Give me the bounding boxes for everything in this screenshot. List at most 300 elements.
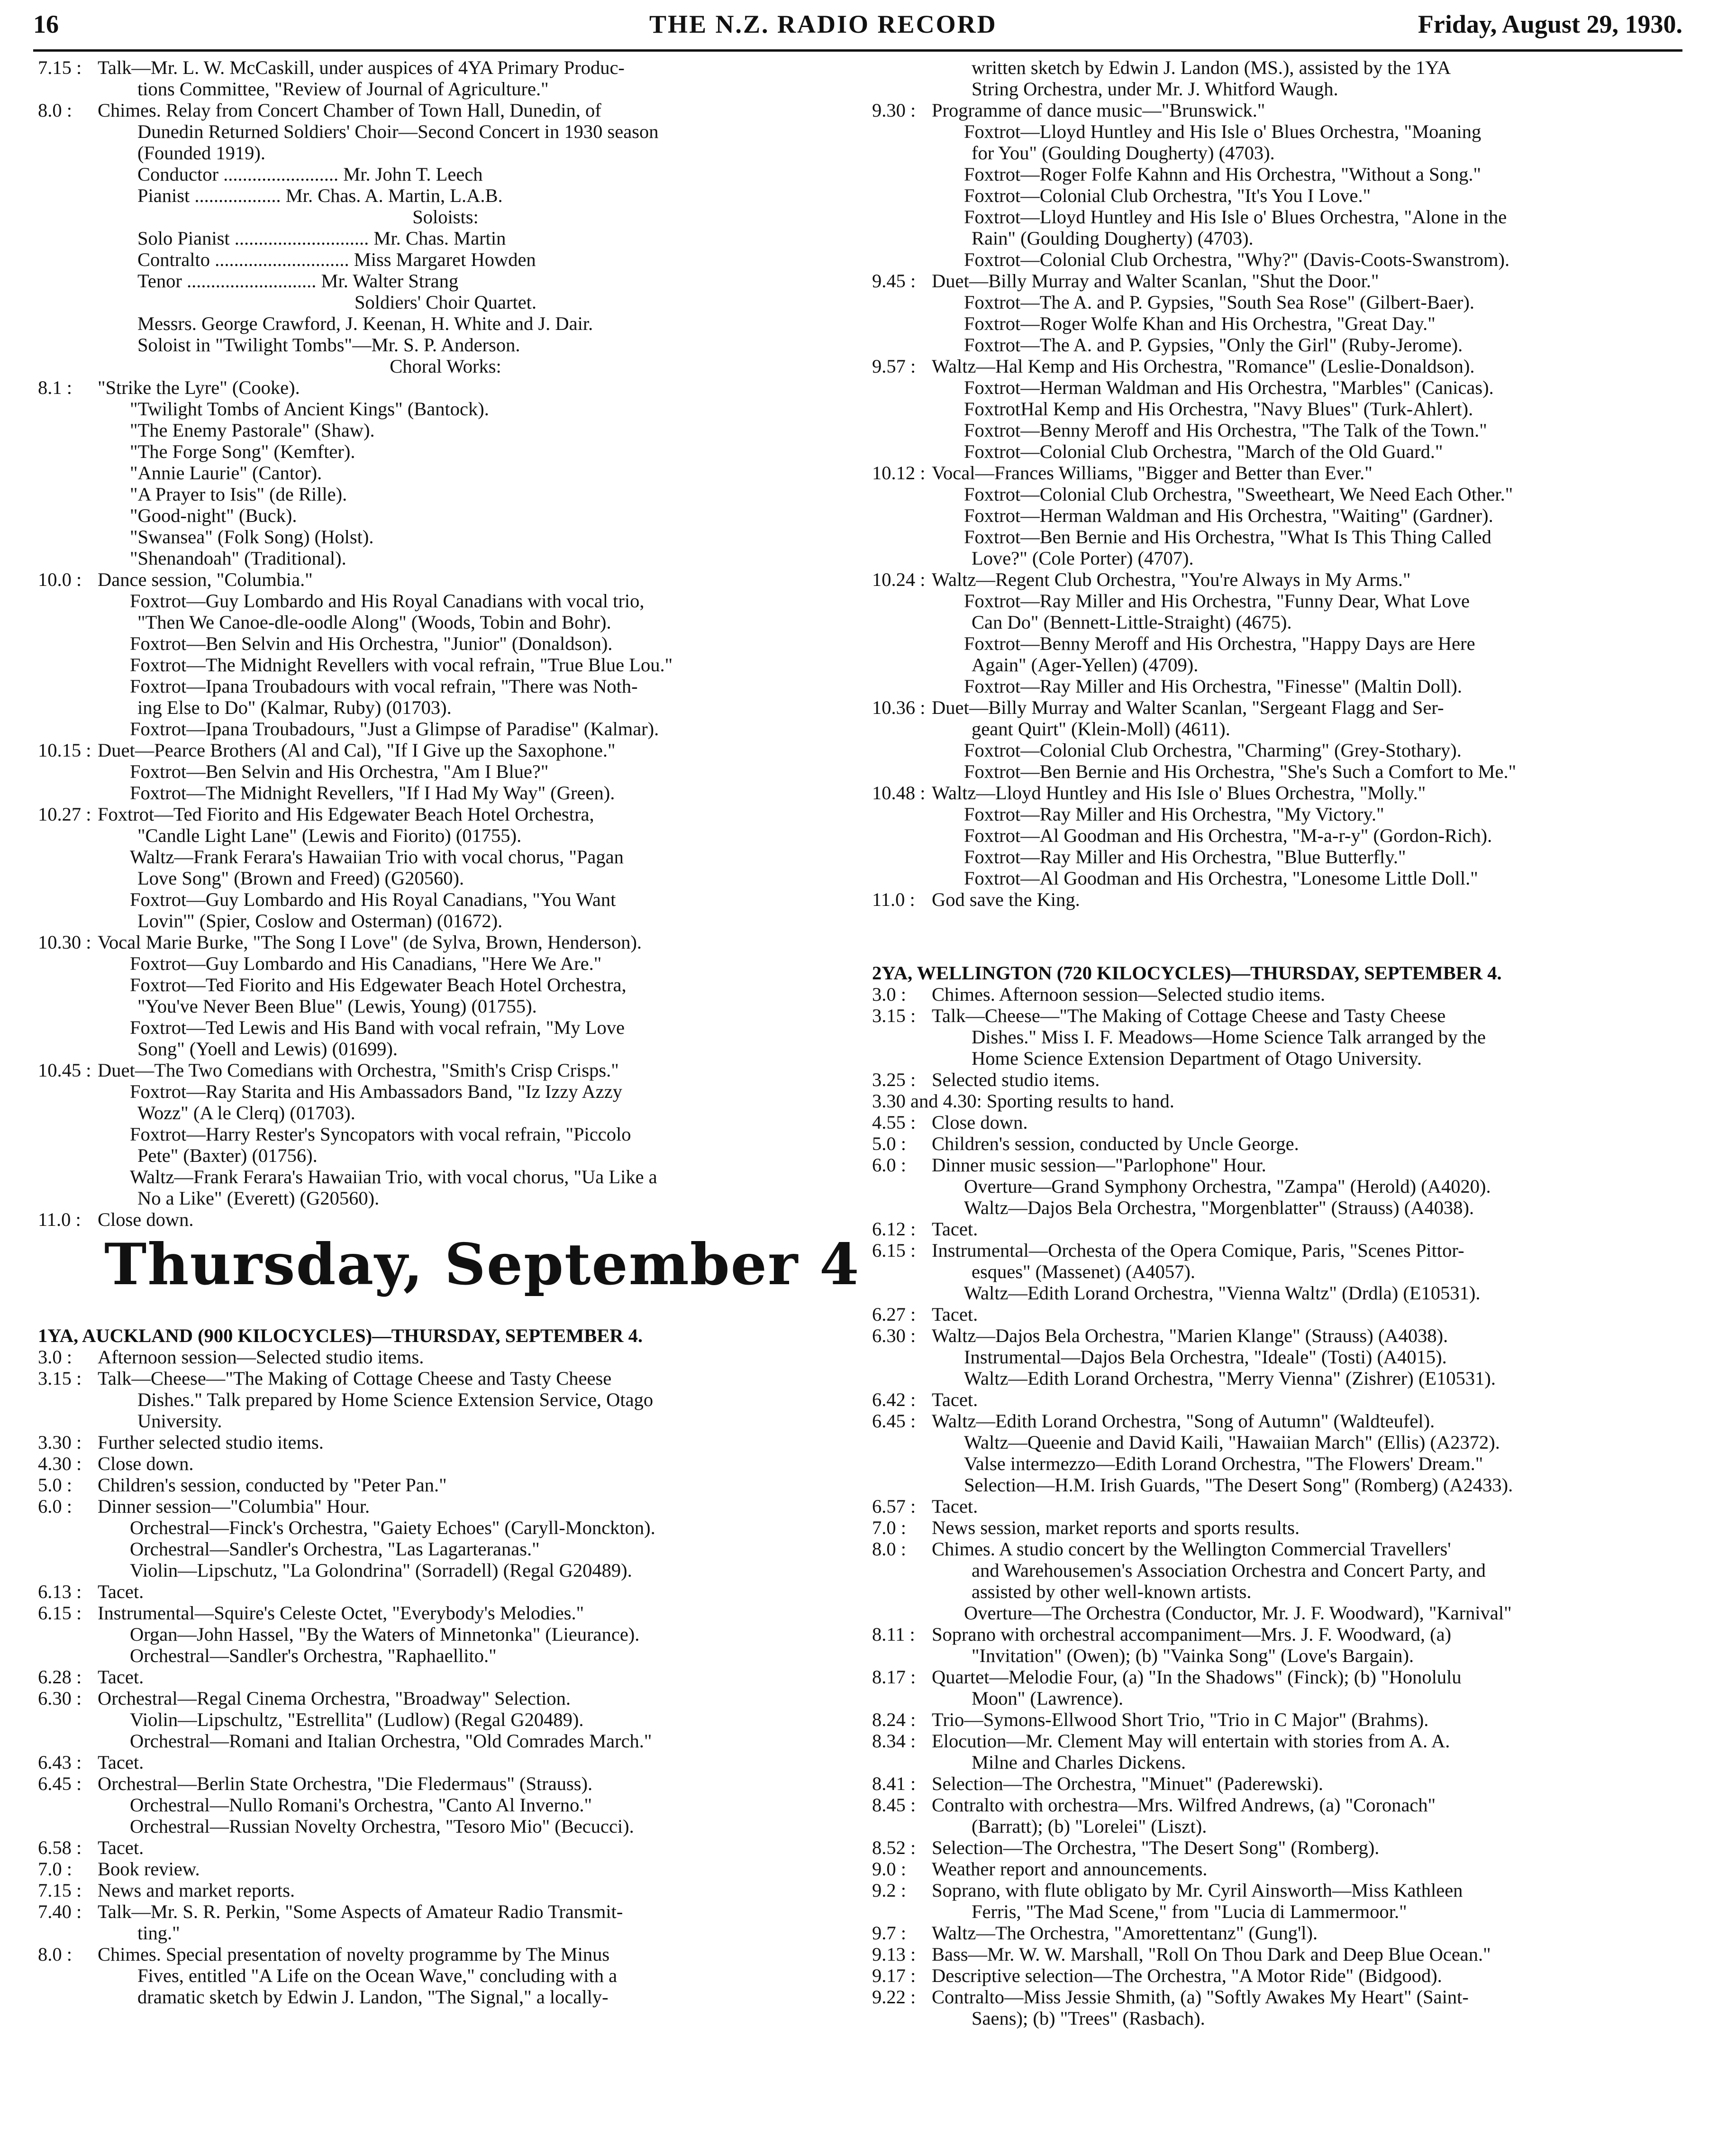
program-line [872,1645,1687,1666]
program-line [38,1081,853,1102]
program-line [38,974,853,995]
program-line [872,868,1687,889]
program-text: Foxtrot—Guy Lombardo and His Royal Canadians, "You Want [130,889,616,910]
program-line [872,1069,1687,1090]
program-text: Conductor ........................ Mr. John T. Leech [137,164,483,185]
program-line [872,1474,1687,1496]
program-line [38,569,853,590]
program-text: Tenor ........................... Mr. Walter Strang [137,270,459,292]
program-text: News and market reports. [98,1880,295,1901]
program-text: Talk—Cheese—"The Making of Cottage Cheese and Tasty Cheese [98,1368,612,1389]
program-line [38,1123,853,1145]
program-time: 10.15 : [38,740,91,761]
program-text: and Warehousemen's Association Orchestra and Concert Party, and [972,1560,1486,1581]
day-heading-text: Thursday, September 4 [104,1231,860,1298]
program-text: Waltz—Edith Lorand Orchestra, "Vienna Waltz" (Drdla) (E10531). [964,1282,1481,1304]
program-time: 8.17 : [872,1666,916,1688]
program-text: Foxtrot—Ben Bernie and His Orchestra, "She's Such a Comfort to Me." [964,761,1517,782]
program-text: Orchestral—Regal Cinema Orchestra, "Broadway" Selection. [98,1688,571,1709]
program-line [38,889,853,910]
program-text: Foxtrot—Benny Meroff and His Orchestra, "Happy Days are Here [964,633,1475,654]
program-time: 8.0 : [38,100,73,121]
program-text: Solo Pianist ............................ Mr. Chas. Martin [137,228,506,249]
program-text: Pianist .................. Mr. Chas. A. Martin, L.A.B. [137,185,503,206]
program-line [38,932,853,953]
program-line [38,953,853,974]
program-time: 10.36 : [872,697,926,718]
program-line [38,612,853,633]
program-line [872,292,1687,313]
program-time: 7.40 : [38,1901,82,1922]
program-text: Soloists: [412,206,479,228]
program-text: Foxtrot—Herman Waldman and His Orchestra, "Marbles" (Canicas). [964,377,1494,398]
program-time: 3.0 : [38,1346,73,1368]
program-text: Organ—John Hassel, "By the Waters of Minnetonka" (Lieurance). [130,1624,640,1645]
station-heading-text: 1YA, AUCKLAND (900 KILOCYCLES)—THURSDAY, SEPTEMBER 4. [38,1325,643,1346]
program-text: Afternoon session—Selected studio items. [98,1346,424,1368]
program-text: "Swansea" (Folk Song) (Holst). [130,526,374,548]
program-line [872,1624,1687,1645]
program-text: Waltz—Lloyd Huntley and His Isle o' Blues Orchestra, "Molly." [932,782,1426,804]
program-time: 8.11 : [872,1624,915,1645]
program-text: FoxtrotHal Kemp and His Orchestra, "Navy Blues" (Turk-Ahlert). [964,398,1473,420]
program-line [38,292,853,313]
program-text: Soprano, with flute obligato by Mr. Cyril Ainsworth—Miss Kathleen [932,1880,1463,1901]
program-line [38,1389,853,1410]
program-text: Messrs. George Crawford, J. Keenan, H. White and J. Dair. [137,313,593,334]
program-line [38,654,853,676]
program-time: 6.30 : [38,1688,82,1709]
program-line [38,334,853,356]
program-line [872,1837,1687,1858]
program-time: 10.45 : [38,1059,91,1081]
program-text: "Good-night" (Buck). [130,505,297,526]
issue-date: Friday, August 29, 1930. [1418,10,1682,38]
program-text: "Candle Light Lane" (Lewis and Fiorito) (01755). [137,825,522,846]
program-text: Trio—Symons-Ellwood Short Trio, "Trio in C Major" (Brahms). [932,1709,1429,1730]
program-text: Children's session, conducted by Uncle George. [932,1133,1299,1154]
program-text: Tacet. [98,1581,144,1602]
program-line [872,356,1687,377]
program-line [872,1752,1687,1773]
program-text: Ferris, "The Mad Scene," from "Lucia di Lammermoor." [972,1901,1407,1922]
program-time: 7.0 : [872,1517,907,1538]
program-text: Tacet. [98,1752,144,1773]
program-time: 8.0 : [38,1944,73,1965]
program-text: Tacet. [932,1304,978,1325]
program-text: Foxtrot—Colonial Club Orchestra, "March of the Old Guard." [964,441,1443,462]
program-line [872,1816,1687,1837]
program-text: Soprano with orchestral accompaniment—Mrs. J. F. Woodward, (a) [932,1624,1452,1645]
program-line [38,1730,853,1752]
program-text: God save the King. [932,889,1080,910]
program-text: Children's session, conducted by "Peter Pan." [98,1474,447,1496]
program-line [872,1133,1687,1154]
program-time: 6.13 : [38,1581,82,1602]
program-line [38,1965,853,1986]
program-line [872,1858,1687,1880]
program-text: Waltz—Frank Ferara's Hawaiian Trio with vocal chorus, "Pagan [130,846,624,868]
program-text: Selection—The Orchestra, "Minuet" (Paderewski). [932,1773,1323,1794]
program-text: Waltz—Edith Lorand Orchestra, "Song of Autumn" (Waldteufel). [932,1410,1435,1432]
program-line [872,1688,1687,1709]
program-line [38,377,853,398]
program-text: Dinner session—"Columbia" Hour. [98,1496,370,1517]
program-line [38,676,853,697]
program-text: Orchestral—Finck's Orchestra, "Gaiety Echoes" (Caryll-Monckton). [130,1517,655,1538]
program-text: Tacet. [932,1218,978,1240]
program-text: Song" (Yoell and Lewis) (01699). [137,1038,398,1059]
program-line [872,676,1687,697]
program-text: Soldiers' Choir Quartet. [354,292,537,313]
program-time: 6.30 : [872,1325,916,1346]
program-text: Tacet. [98,1837,144,1858]
program-text: geant Quirt" (Klein-Moll) (4611). [972,718,1230,740]
program-text: (Founded 1919). [137,142,265,164]
program-line [872,654,1687,676]
program-text: Overture—The Orchestra (Conductor, Mr. J. F. Woodward), "Karnival" [964,1602,1512,1624]
program-text: Pete" (Baxter) (01756). [137,1145,318,1166]
program-line [38,270,853,292]
program-text: "A Prayer to Isis" (de Rille). [130,484,347,505]
program-line [38,1986,853,2008]
publication-title: THE N.Z. RADIO RECORD [649,10,997,38]
program-line [38,1496,853,1517]
program-text: Talk—Cheese—"The Making of Cottage Cheese and Tasty Cheese [932,1005,1446,1026]
program-line [872,590,1687,612]
program-text: Chimes. Relay from Concert Chamber of Town Hall, Dunedin, of [98,100,601,121]
program-text: Foxtrot—Ray Miller and His Orchestra, "Blue Butterfly." [964,846,1406,868]
program-line [872,206,1687,228]
program-text: Waltz—Frank Ferara's Hawaiian Trio, with vocal chorus, "Ua Like a [130,1166,657,1187]
program-text: ing Else to Do" (Kalmar, Ruby) (01703). [137,697,452,718]
program-line [38,1368,853,1389]
program-line [38,356,853,377]
program-line [872,1432,1687,1453]
program-line [38,1922,853,1944]
program-line [38,462,853,484]
program-text: tions Committee, "Review of Journal of Agriculture." [137,78,549,100]
program-text: Programme of dance music—"Brunswick." [932,100,1265,121]
program-line [872,1304,1687,1325]
program-text: Duet—Billy Murray and Walter Scanlan, "Sergeant Flagg and Ser- [932,697,1444,718]
program-line [872,484,1687,505]
program-line [872,526,1687,548]
program-text: Chimes. A studio concert by the Wellington Commercial Travellers' [932,1538,1451,1560]
program-line [38,590,853,612]
program-text: assisted by other well-known artists. [972,1581,1252,1602]
program-text: String Orchestra, under Mr. J. Whitford Waugh. [972,78,1338,100]
program-text: Dishes." Talk prepared by Home Science Extension Service, Otago [137,1389,654,1410]
program-time: 6.45 : [872,1410,916,1432]
program-text: Foxtrot—Ray Miller and His Orchestra, "Funny Dear, What Love [964,590,1470,612]
program-line [38,1624,853,1645]
program-text: Foxtrot—Lloyd Huntley and His Isle o' Blues Orchestra, "Alone in the [964,206,1507,228]
program-text: Further selected studio items. [98,1432,324,1453]
program-text: Foxtrot—Benny Meroff and His Orchestra, "The Talk of the Town." [964,420,1487,441]
program-text: Instrumental—Squire's Celeste Octet, "Everybody's Melodies." [98,1602,584,1624]
program-line [872,1005,1687,1026]
left-column [38,57,860,2008]
program-text: Tacet. [98,1666,144,1688]
program-line [872,228,1687,249]
program-time: 9.17 : [872,1965,916,1986]
program-line [38,185,853,206]
program-text: Foxtrot—Ted Lewis and His Band with vocal refrain, "My Love [130,1017,625,1038]
program-line [38,1432,853,1453]
program-line [872,1410,1687,1432]
program-line [872,420,1687,441]
program-text: Waltz—Queenie and David Kaili, "Hawaiian March" (Ellis) (A2372). [964,1432,1500,1453]
program-line [872,1026,1687,1048]
program-text: for You" (Goulding Dougherty) (4703). [972,142,1275,164]
program-text: dramatic sketch by Edwin J. Landon, "The Signal," a locally- [137,1986,609,2008]
program-line [872,825,1687,846]
program-text: ting." [137,1922,180,1944]
program-text: Foxtrot—Ted Fiorito and His Edgewater Beach Hotel Orchestra, [98,804,594,825]
program-line [872,633,1687,654]
program-line [872,121,1687,142]
program-line [872,462,1687,484]
program-time: 6.43 : [38,1752,82,1773]
program-line [872,718,1687,740]
program-line [38,1209,853,1230]
station-heading [872,962,1687,984]
program-line [872,984,1687,1005]
program-text: Selected studio items. [932,1069,1100,1090]
program-line [872,1922,1687,1944]
program-text: Chimes. Afternoon session—Selected studio items. [932,984,1326,1005]
program-time: 9.22 : [872,1986,916,2008]
program-line [38,1166,853,1187]
program-line [872,1901,1687,1922]
program-text: Orchestral—Nullo Romani's Orchestra, "Canto Al Inverno." [130,1794,592,1816]
program-text: Foxtrot—Ray Starita and His Ambassadors Band, "Iz Izzy Azzy [130,1081,622,1102]
program-text: Duet—The Two Comedians with Orchestra, "Smith's Crisp Crisps." [98,1059,619,1081]
program-text: Selection—H.M. Irish Guards, "The Desert Song" (Romberg) (A2433). [964,1474,1513,1496]
program-text: Dance session, "Columbia." [98,569,313,590]
program-text: "Twilight Tombs of Ancient Kings" (Bantock). [130,398,489,420]
program-text: Foxtrot—Ben Bernie and His Orchestra, "What Is This Thing Called [964,526,1491,548]
program-text: Foxtrot—Guy Lombardo and His Royal Canadians with vocal trio, [130,590,645,612]
program-text: Bass—Mr. W. W. Marshall, "Roll On Thou Dark and Deep Blue Ocean." [932,1944,1491,1965]
program-text: Duet—Billy Murray and Walter Scanlan, "Shut the Door." [932,270,1379,292]
program-time: 6.15 : [872,1240,916,1261]
program-text: Contralto ............................ Miss Margaret Howden [137,249,536,270]
program-line [872,1368,1687,1389]
program-line [38,1017,853,1038]
program-line [872,1794,1687,1816]
program-time: 3.15 : [38,1368,82,1389]
program-text: Close down. [932,1112,1028,1133]
program-line [872,1218,1687,1240]
program-text: Violin—Lipschutz, "La Golondrina" (Sorradell) (Regal G20489). [130,1560,632,1581]
program-line [872,249,1687,270]
program-text: Lovin'" (Spier, Coslow and Osterman) (01672). [137,910,503,932]
program-line [872,377,1687,398]
program-time: 8.45 : [872,1794,916,1816]
program-time: 8.41 : [872,1773,916,1794]
program-line [38,1453,853,1474]
program-line [38,1816,853,1837]
program-time: 4.30 : [38,1453,82,1474]
program-time: 7.0 : [38,1858,73,1880]
program-time: 6.12 : [872,1218,916,1240]
program-time: 8.52 : [872,1837,916,1858]
program-line [872,1986,1687,2008]
program-line [38,633,853,654]
program-text: Foxtrot—Ted Fiorito and His Edgewater Beach Hotel Orchestra, [130,974,627,995]
program-text: Book review. [98,1858,200,1880]
program-time: 10.30 : [38,932,91,953]
program-line [872,334,1687,356]
program-text: "Annie Laurie" (Cantor). [130,462,322,484]
program-line [872,1773,1687,1794]
program-text: Overture—Grand Symphony Orchestra, "Zampa" (Herold) (A4020). [964,1176,1491,1197]
program-time: 6.27 : [872,1304,916,1325]
program-text: Love?" (Cole Porter) (4707). [972,548,1194,569]
program-line [872,505,1687,526]
program-text: Quartet—Melodie Four, (a) "In the Shadows" (Finck); (b) "Honolulu [932,1666,1462,1688]
program-line [38,164,853,185]
program-text: Orchestral—Sandler's Orchestra, "Raphaellito." [130,1645,497,1666]
program-text: Close down. [98,1209,194,1230]
program-text: Fives, entitled "A Life on the Ocean Wave," concluding with a [137,1965,618,1986]
program-line [872,1112,1687,1133]
program-time: 10.27 : [38,804,91,825]
program-text: Vocal—Frances Williams, "Bigger and Better than Ever." [932,462,1372,484]
program-line [38,761,853,782]
program-line [38,782,853,804]
program-time: 6.58 : [38,1837,82,1858]
program-line [872,2008,1687,2029]
program-text: Choral Works: [390,356,501,377]
program-line [872,1325,1687,1346]
program-time: 6.42 : [872,1389,916,1410]
program-line [38,1837,853,1858]
program-time: 3.0 : [872,984,907,1005]
program-time: 6.15 : [38,1602,82,1624]
program-line [38,1752,853,1773]
program-text: Foxtrot—Roger Wolfe Khan and His Orchestra, "Great Day." [964,313,1436,334]
program-text: Talk—Mr. L. W. McCaskill, under auspices of 4YA Primary Produc- [98,57,625,78]
program-time: 10.48 : [872,782,926,804]
program-text: Contralto with orchestra—Mrs. Wilfred Andrews, (a) "Coronach" [932,1794,1436,1816]
program-text: Foxtrot—The A. and P. Gypsies, "South Sea Rose" (Gilbert-Baer). [964,292,1474,313]
program-line [38,1145,853,1166]
program-time: 8.1 : [38,377,73,398]
program-line [38,740,853,761]
program-text: "You've Never Been Blue" (Lewis, Young) (01755). [137,995,537,1017]
program-line [872,78,1687,100]
program-text: Orchestral—Romani and Italian Orchestra, "Old Comrades March." [130,1730,652,1752]
program-text: Foxtrot—The Midnight Revellers, "If I Had My Way" (Green). [130,782,615,804]
program-line [872,740,1687,761]
program-text: Vocal Marie Burke, "The Song I Love" (de Sylva, Brown, Henderson). [98,932,642,953]
program-text: Waltz—Dajos Bela Orchestra, "Morgenblatter" (Strauss) (A4038). [964,1197,1474,1218]
program-text: Weather report and announcements. [932,1858,1208,1880]
program-time: 6.28 : [38,1666,82,1688]
program-line [872,846,1687,868]
program-text: "The Forge Song" (Kemfter). [130,441,355,462]
program-line [872,761,1687,782]
program-text: Violin—Lipschultz, "Estrellita" (Ludlow) (Regal G20489). [130,1709,584,1730]
program-line [872,804,1687,825]
program-text: Orchestral—Sandler's Orchestra, "Las Lagarteranas." [130,1538,540,1560]
program-text: Chimes. Special presentation of novelty programme by The Minus [98,1944,610,1965]
program-line [38,1517,853,1538]
program-line [872,313,1687,334]
program-line [38,249,853,270]
program-text: Duet—Pearce Brothers (Al and Cal), "If I Give up the Saxophone." [98,740,616,761]
program-time: 3.15 : [872,1005,916,1026]
program-line [38,1474,853,1496]
program-line [872,1730,1687,1752]
program-text: Moon" (Lawrence). [972,1688,1124,1709]
program-line [38,313,853,334]
program-line [38,697,853,718]
program-text: Home Science Extension Department of Otago University. [972,1048,1422,1069]
program-line [38,1645,853,1666]
program-line [38,804,853,825]
program-line [38,57,853,78]
program-line [872,164,1687,185]
program-line [872,697,1687,718]
program-line [872,1965,1687,1986]
program-text: Foxtrot—Colonial Club Orchestra, "It's You I Love." [964,185,1371,206]
program-line [38,1581,853,1602]
program-line [872,1282,1687,1304]
program-time: 10.24 : [872,569,926,590]
page-number: 16 [33,10,59,38]
program-text: "The Enemy Pastorale" (Shaw). [130,420,375,441]
program-line [38,1102,853,1123]
program-text: esques" (Massenet) (A4057). [972,1261,1196,1282]
program-text: University. [137,1410,222,1432]
program-line [38,1709,853,1730]
program-line [872,100,1687,121]
program-text: Descriptive selection—The Orchestra, "A Motor Ride" (Bidgood). [932,1965,1442,1986]
program-line [38,1880,853,1901]
program-time: 5.0 : [38,1474,73,1496]
program-line [38,1410,853,1432]
program-text: "Invitation" (Owen); (b) "Vainka Song" (Love's Bargain). [972,1645,1414,1666]
program-line [872,1048,1687,1069]
program-time: 10.0 : [38,569,82,590]
program-time: 10.12 : [872,462,926,484]
program-text: Can Do" (Bennett-Little-Straight) (4675). [972,612,1292,633]
program-line [38,398,853,420]
program-text: Waltz—The Orchestra, "Amorettentanz" (Gung'l). [932,1922,1318,1944]
program-line [38,910,853,932]
program-line [872,1944,1687,1965]
program-text: Selection—The Orchestra, "The Desert Song" (Romberg). [932,1837,1380,1858]
program-line [872,1154,1687,1176]
program-text: Foxtrot—Ben Selvin and His Orchestra, "Am I Blue?" [130,761,549,782]
program-line [872,1389,1687,1410]
program-line [872,1176,1687,1197]
program-line [872,1602,1687,1624]
program-text: Instrumental—Dajos Bela Orchestra, "Ideale" (Tosti) (A4015). [964,1346,1447,1368]
station-heading [38,1325,853,1346]
program-text: Foxtrot—Ipana Troubadours, "Just a Glimpse of Paradise" (Kalmar). [130,718,659,740]
program-text: Waltz—Hal Kemp and His Orchestra, "Romance" (Leslie-Donaldson). [932,356,1475,377]
program-line [872,1197,1687,1218]
program-line [38,1059,853,1081]
program-time: 6.0 : [872,1154,907,1176]
program-text: Foxtrot—Ipana Troubadours with vocal refrain, "There was Noth- [130,676,638,697]
program-line [38,526,853,548]
